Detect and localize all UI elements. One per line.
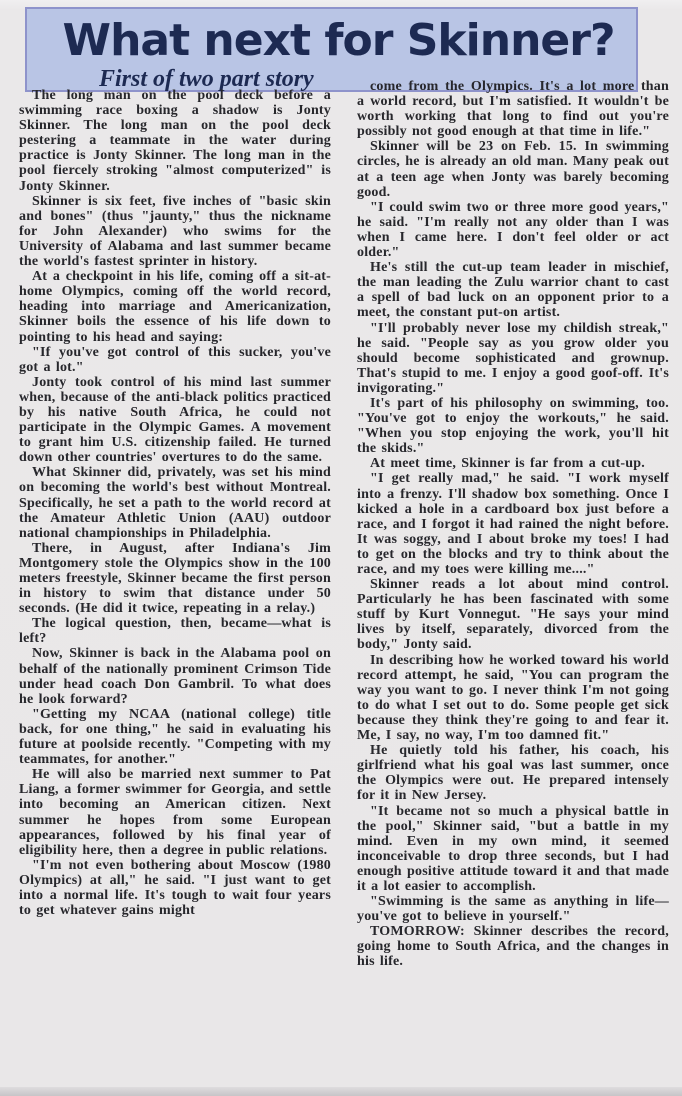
article-paragraph: What Skinner did, privately, was set his mind on becoming the world's best without Montreal. Specifically, he set a path to the world record at the Amateur Athletic Union (AAU) outdoor national championships in Philadelphia. [19, 465, 331, 541]
article-column-left [19, 88, 331, 970]
article-paragraph: In describing how he worked toward his world record attempt, he said, "You can program the way you want to go. I never think I'm not going to do what I set out to do. Some people get sick because they think they're going to and fear it. Me, I say, no way, I'm too damned fit." [357, 652, 669, 744]
article-paragraph: The long man on the pool deck before a swimming race boxing a shadow is Jonty Skinner. The long man on the pool deck pestering a teammate in the water during practice is Jonty Skinner. The long man in the pool fiercely stroking "almost computerized" is Jonty Skinner. [19, 88, 331, 194]
article-paragraph: Skinner will be 23 on Feb. 15. In swimming circles, he is already an old man. Many peak out at a teen age when Jonty was barely becoming good. [357, 139, 669, 200]
article-subtitle: First of two part story [99, 66, 314, 92]
article-paragraph: At a checkpoint in his life, coming off a sit-at-home Olympics, coming off the world record, heading into marriage and Americanization, Skinner boils the essence of his life down to pointing to his head and saying: [19, 269, 331, 345]
article-paragraph: Skinner is six feet, five inches of "basic skin and bones" (thus "jaunty," thus the nickname for John Alexander) who swims for the University of Alabama and last summer became the world's fastest sprinter in history. [19, 193, 331, 270]
article-column-right [357, 79, 669, 970]
article-paragraph: "I'll probably never lose my childish streak," he said. "People say as you grow older you should become sophisticated and grownup. That's stupid to me. I enjoy a good goof-off. It's invigorating." [357, 320, 669, 396]
article-paragraph: "I get really mad," he said. "I work myself into a frenzy. I'll shadow box something. Once I kicked a hole in a cardboard box just before a race, and I forgot it had rained the night before. It was soggy, and I about broke my toes! I had to get on the blocks and try to think about the race, and my toes were killing me...." [357, 471, 669, 577]
article-paragraph: He quietly told his father, his coach, his girlfriend what his goal was last summer, once the Olympics were out. He prepared intensely for it in New Jersey. [357, 743, 669, 804]
article-paragraph: Jonty took control of his mind last summer when, because of the anti-black politics practiced by his native South Africa, he could not participate in the Olympic Games. A movement to grant him U.S. citizenship failed. He turned down other countries' overtures to do the same. [19, 374, 331, 466]
article-paragraph: "I'm not even bothering about Moscow (1980 Olympics) at all," he said. "I just want to get into a normal life. It's tough to wait four years to get whatever gains might [19, 857, 331, 919]
article-paragraph: The logical question, then, became—what is left? [19, 616, 331, 647]
article-paragraph: Now, Skinner is back in the Alabama pool on behalf of the nationally prominent Crimson Tide under head coach Don Gambril. To what does he look forward? [19, 646, 331, 707]
article-paragraph: TOMORROW: Skinner describes the record, going home to South Africa, and the changes in his life. [357, 924, 669, 970]
article-headline: What next for Skinner? [62, 15, 615, 66]
page-edge-shadow [0, 1087, 682, 1096]
article-paragraph: There, in August, after Indiana's Jim Montgomery stole the Olympics show in the 100 meters freestyle, Skinner became the first person in history to swim that distance under 50 seconds. (He did it twice, repeating in a relay.) [19, 540, 331, 617]
article-paragraph: He's still the cut-up team leader in mischief, the man leading the Zulu warrior chant to cast a spell of bad luck on an opponent prior to a meet, the constant put-on artist. [357, 260, 669, 321]
article-paragraph: Skinner reads a lot about mind control. Particularly he has been fascinated with some stuff by Kurt Vonnegut. "He says your mind lives by itself, separately, divorced from the body," Jonty said. [357, 577, 669, 653]
article-paragraph: "I could swim two or three more good years," he said. "I'm really not any older than I was when I came here. I don't feel older or act older." [357, 199, 669, 261]
article-paragraph: He will also be married next summer to Pat Liang, a former swimmer for Georgia, and settle into becoming an American citizen. Next summer he hopes from some European appearances, followed by his final year of eligibility here, then a degree in public relations. [19, 767, 331, 858]
article-paragraph: "If you've got control of this sucker, you've got a lot." [19, 344, 331, 375]
article-paragraph: "It became not so much a physical battle in the pool," Skinner said, "but a battle in my mind. Even in my own mind, it seemed inconceivable to drop three seconds, but I had enough positive attitude toward it and that made it a lot easier to accomplish. [357, 803, 669, 894]
article-paragraph: It's part of his philosophy on swimming, too. "You've got to enjoy the workouts," he said. "When you stop enjoying the work, you'll hit the skids." [357, 395, 669, 457]
article-paragraph: At meet time, Skinner is far from a cut-up. [370, 456, 645, 472]
article-paragraph: come from the Olympics. It's a lot more than a world record, but I'm satisfied. It wouldn't be worth working that long to find out you're possibly not good enough at that time in life." [357, 79, 669, 140]
article-paragraph: "Swimming is the same as anything in life—you've got to believe in yourself." [357, 894, 669, 925]
article-paragraph: "Getting my NCAA (national college) title back, for one thing," he said in evaluating his future at poolside recently. "Competing with my teammates, for another." [19, 706, 331, 768]
